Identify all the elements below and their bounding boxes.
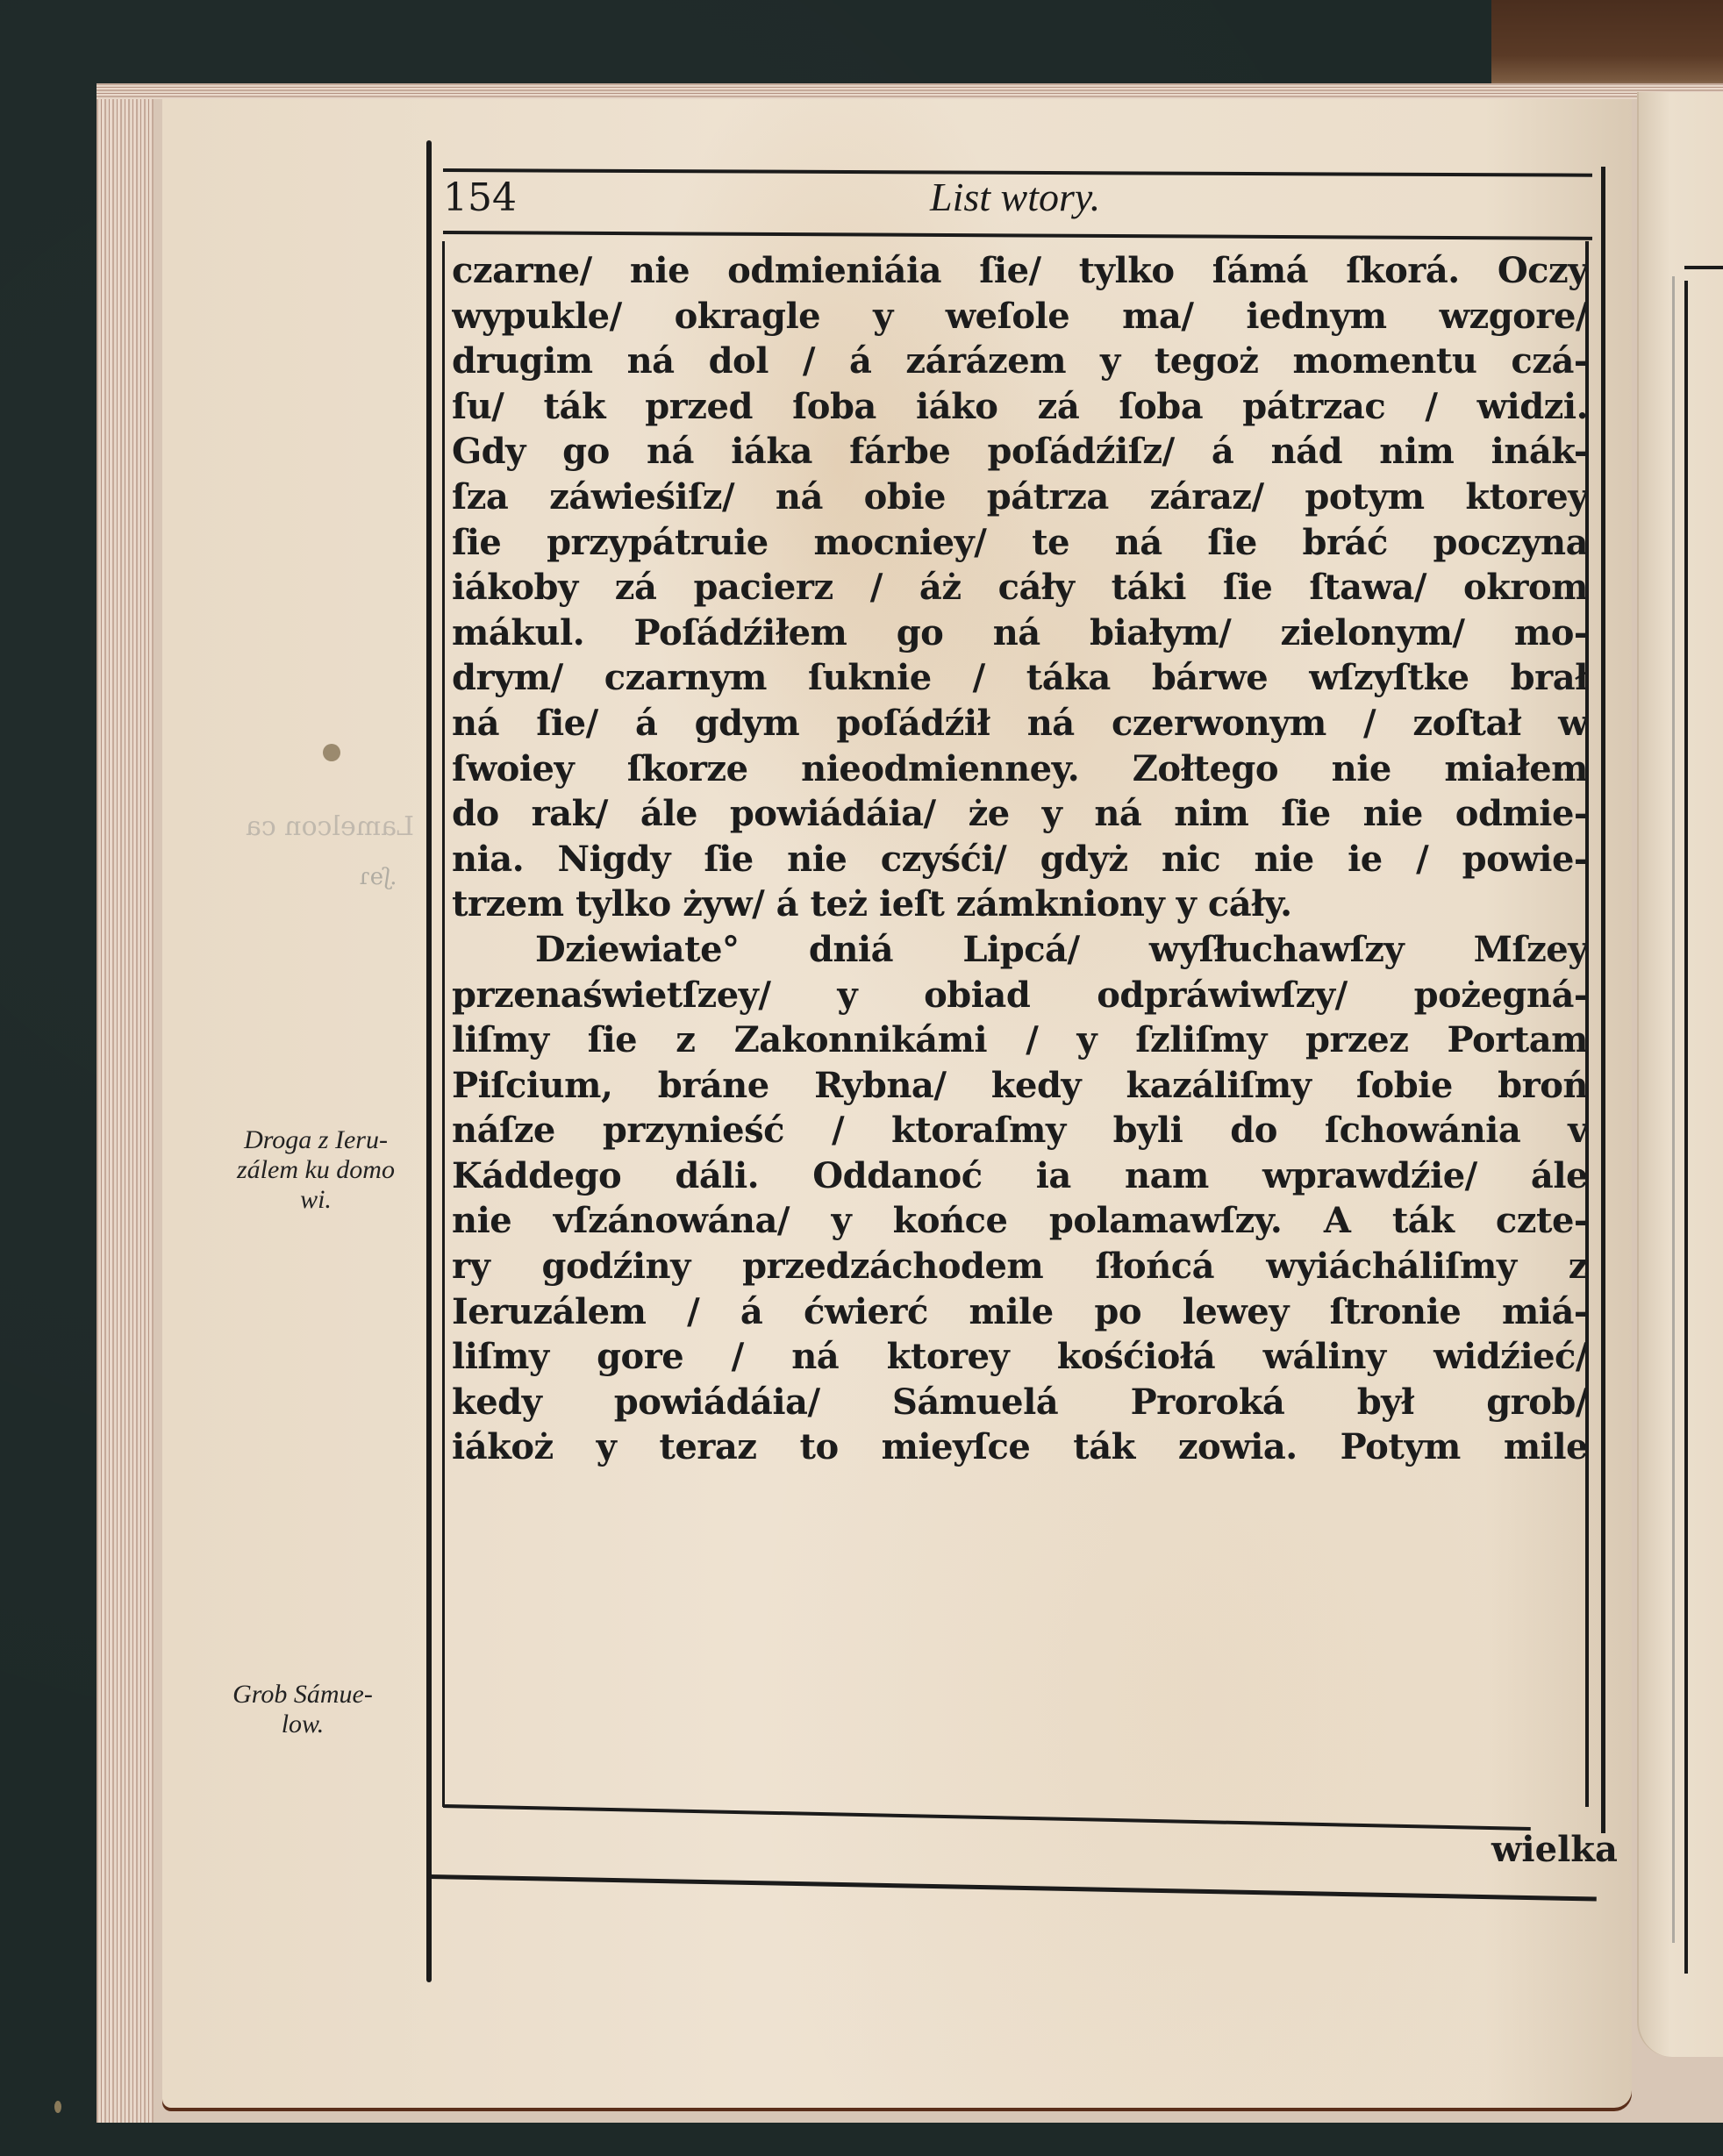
text-line: Káddego dáli. Oddanoć ia nam wprawdźie/ ále <box>452 1154 1588 1196</box>
text-line: ſu/ ták przed ſoba iáko zá ſoba pátrzac / widzi. <box>452 385 1588 427</box>
text-line: Piſcium, bráne Rybna/ kedy kazáliſmy ſobie broń <box>452 1064 1588 1106</box>
show-through-text: .ʃɘɿ <box>360 864 397 890</box>
text-line: wypukle/ okragle y weſole ma/ iednym wzgore/ <box>452 295 1588 337</box>
margin-note-line: wi. <box>300 1185 332 1214</box>
facing-page-ghost-rule <box>1672 276 1675 1943</box>
margin-note-line: Droga z Ieru- <box>244 1125 388 1154</box>
margin-note-line: Grob Sámue- <box>232 1680 373 1709</box>
text-line: liſmy ſie z Zakonnikámi / y ſzliſmy przez Portam <box>452 1019 1588 1061</box>
text-line: náſze przynieść / ktoraſmy byli do ſchowánia v <box>452 1110 1588 1152</box>
scan-debris <box>54 2101 61 2113</box>
text-line: Gdy go ná iáka fárbe poſádźiſz/ á nád nim inák- <box>452 431 1588 473</box>
running-head: List wtory. <box>930 175 1101 219</box>
facing-page-rule-horizontal <box>1684 266 1723 269</box>
ink-stain <box>323 744 340 761</box>
facing-page-rule-vertical <box>1684 281 1688 1974</box>
frame-rule-right <box>1601 167 1605 1833</box>
show-through-text: Lamelcon ca <box>246 811 415 842</box>
paragraph-start-line: Dziewiate° dniá Lipcá/ wyſłuchawſzy Mſzey <box>535 928 1588 970</box>
text-line: ſwoiey ſkorze nieodmienney. Zołtego nie miałem <box>452 747 1588 789</box>
text-line: trzem tylko żyw/ á też ieſt zámkniony y cáły. <box>452 883 1292 925</box>
text-line: drugim ná dol / á zárázem y tegoż momentu czá- <box>452 340 1588 382</box>
margin-note-line: zálem ku domo <box>237 1155 395 1184</box>
margin-note-line: low. <box>281 1710 325 1738</box>
margin-note-road-from-jerusalem <box>197 1125 434 1215</box>
margin-note-samuel-tomb <box>202 1680 404 1739</box>
text-line: iákoż y teraz to mieyſce ták zowia. Potym mile <box>452 1426 1588 1468</box>
text-line: liſmy gore / ná ktorey kośćiołá wáliny widźieć/ <box>452 1336 1588 1378</box>
text-line: nia. Nigdy ſie nie czyśći/ gdyż nic nie ie / powie- <box>452 838 1588 880</box>
catchword: wielka <box>1491 1829 1618 1870</box>
text-line: Ieruzálem / á ćwierć mile po lewey ſtronie miá- <box>452 1290 1588 1332</box>
page-number: 154 <box>443 175 517 220</box>
text-line: drym/ czarnym ſuknie / táka bárwe wſzyſtke brał <box>452 657 1588 699</box>
text-line: ry godźiny przedzáchodem ſłońcá wyiácháliſmy z <box>452 1246 1588 1288</box>
text-line: do rak/ ále powiádáia/ że y ná nim ſie nie odmie- <box>452 793 1588 835</box>
text-line: ná ſie/ á gdym poſádźił ná czerwonym / zoſtał w <box>452 702 1588 744</box>
text-line: nie vſzánowána/ y końce polamawſzy. A ták czte- <box>452 1200 1588 1242</box>
body-text <box>452 248 1588 1470</box>
text-line: przenaświetſzey/ y obiad odpráwiwſzy/ pożegná- <box>452 974 1588 1016</box>
text-line: kedy powiádáia/ Sámuelá Proroká był grob/ <box>452 1381 1588 1423</box>
facing-page-edge <box>1637 92 1723 2057</box>
frame-rule-left <box>426 140 432 1982</box>
text-line: ſie przypátruie mocniey/ te ná ſie bráć poczyna <box>452 521 1588 563</box>
text-line: ſza záwieśiſz/ ná obie pátrza záraz/ potym ktorey <box>452 475 1588 518</box>
text-line: iákoby zá pacierz / áż cáły táki ſie ſtawa/ okrom <box>452 567 1588 609</box>
text-line: czarne/ nie odmieniáia ſie/ tylko ſámá ſkorá. Oczy <box>452 250 1588 291</box>
text-line: mákul. Poſádźiłem go ná białym/ zielonym/ mo- <box>452 611 1588 653</box>
